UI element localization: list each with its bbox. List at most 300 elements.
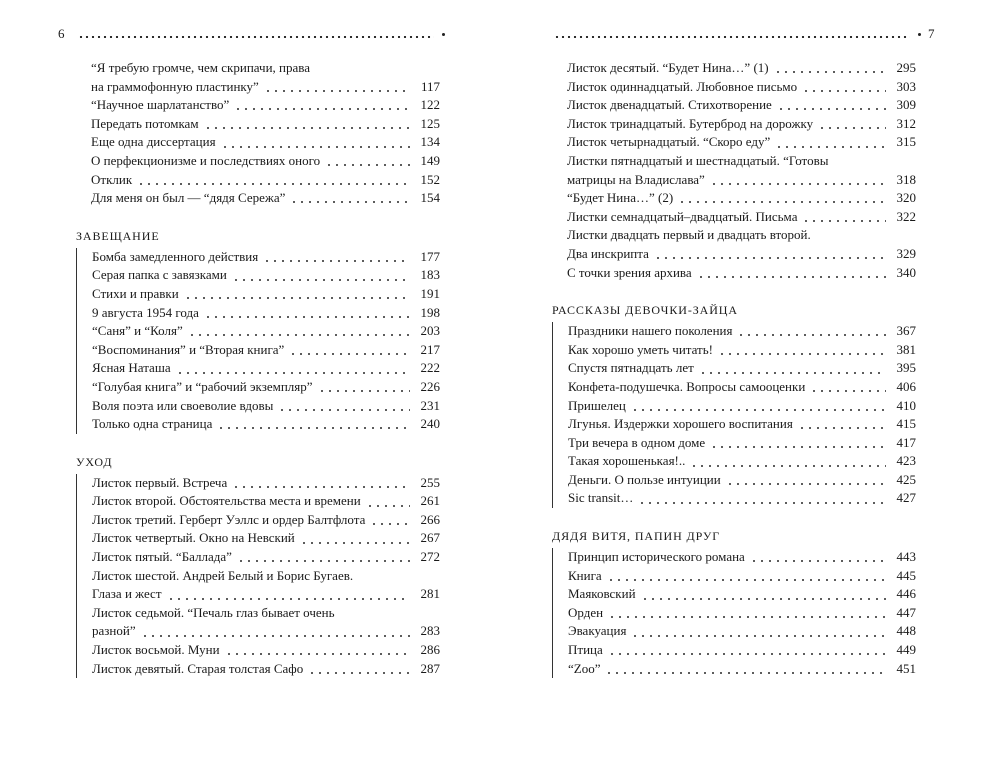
entry-title: Маяковский	[568, 586, 636, 602]
entry-title: Орден	[568, 604, 604, 620]
entry-line	[568, 452, 916, 471]
entry-title: Праздники нашего поколения	[568, 323, 733, 339]
entry-title: Бомба замедленного действия	[92, 248, 259, 264]
toc-entry	[567, 208, 916, 227]
toc-section	[76, 59, 440, 208]
dot-leader	[777, 108, 886, 110]
entry-title: Лгунья. Издержки хорошего воспитания	[568, 416, 793, 432]
entry-line	[92, 266, 440, 285]
page-ref: 451	[896, 660, 916, 676]
dot-leader	[232, 486, 410, 488]
toc-entry	[91, 189, 440, 208]
entry-title: Листок второй. Обстоятельства места и времени	[92, 493, 361, 509]
entry-title: разной”	[92, 623, 136, 639]
entry-title: “Саня” и “Коля”	[92, 323, 183, 339]
page-ref: 303	[896, 78, 916, 94]
entry-list	[552, 59, 916, 282]
dot-leader	[718, 353, 886, 355]
dot-leader	[710, 183, 886, 185]
entry-title: Листок восьмой. Муни	[92, 642, 220, 658]
page-ref: 287	[420, 660, 440, 676]
dot-leader	[237, 560, 410, 562]
right-page	[500, 0, 1000, 771]
toc-entry	[567, 264, 916, 283]
entry-title: “Научное шарлатанство”	[91, 97, 230, 113]
toc-entry	[92, 604, 440, 641]
toc-entry	[91, 115, 440, 134]
entry-line	[91, 96, 440, 115]
toc-entry	[92, 492, 440, 511]
entry-line	[92, 511, 440, 530]
dot-leader	[608, 653, 886, 655]
toc-entry	[92, 548, 440, 567]
section-title: РАССКАЗЫ ДЕВОЧКИ-ЗАЙЦА	[552, 303, 738, 318]
toc-entry	[91, 152, 440, 171]
dot-leader	[370, 523, 410, 525]
toc-entry	[568, 322, 916, 341]
header-bullet	[442, 33, 445, 36]
entry-line	[568, 397, 916, 416]
page-ref: 266	[420, 511, 440, 527]
dot-leader	[308, 672, 410, 674]
page-ref: 410	[896, 397, 916, 413]
entry-line	[568, 489, 916, 508]
page-ref: 117	[420, 78, 440, 94]
page-ref: 425	[896, 471, 916, 487]
entry-title: “Голубая книга” и “рабочий экземпляр”	[92, 378, 313, 394]
page-ref: 231	[420, 397, 440, 413]
page-ref: 446	[896, 586, 916, 602]
entry-line	[568, 322, 916, 341]
header-dotted-rule	[554, 36, 910, 38]
entry-title: Три вечера в одном доме	[568, 434, 706, 450]
entry-line	[91, 133, 440, 152]
dot-leader	[204, 127, 410, 129]
page-ref: 183	[420, 267, 440, 283]
toc-entry	[91, 171, 440, 190]
section-title: ДЯДЯ ВИТЯ, ПАПИН ДРУГ	[552, 529, 721, 544]
entry-line	[567, 208, 916, 227]
entry-line	[567, 171, 916, 190]
entry-line	[91, 115, 440, 134]
entry-title: Глаза и жест	[92, 586, 162, 602]
entry-line	[568, 604, 916, 623]
page-ref: 415	[896, 416, 916, 432]
page-ref: 367	[896, 323, 916, 339]
entry-title: Два инскрипта	[567, 245, 649, 261]
dot-leader	[607, 579, 886, 581]
entry-line	[92, 415, 440, 434]
header-bullet	[918, 33, 921, 36]
page-ref: 154	[420, 190, 440, 206]
entry-line	[92, 548, 440, 567]
dot-leader	[737, 334, 886, 336]
toc-entry	[567, 133, 916, 152]
page-ref: 152	[420, 171, 440, 187]
entry-line	[92, 322, 440, 341]
entry-line	[92, 585, 440, 604]
page-number: 6	[58, 26, 65, 41]
page-ref: 395	[896, 360, 916, 376]
toc-entry	[92, 341, 440, 360]
page-ref: 443	[896, 549, 916, 565]
entry-title: “Я требую громче, чем скрипачи, права	[91, 60, 310, 75]
page-ref: 417	[896, 434, 916, 450]
page-number: 7	[928, 26, 935, 41]
entry-title: 9 августа 1954 года	[92, 304, 199, 320]
entry-line	[92, 567, 440, 586]
toc-entry	[568, 378, 916, 397]
dot-leader	[325, 164, 410, 166]
dot-leader	[234, 108, 410, 110]
page-ref: 406	[896, 378, 916, 394]
entry-title: Листок девятый. Старая толстая Сафо	[92, 660, 304, 676]
entry-line	[568, 567, 916, 586]
dot-leader	[366, 505, 410, 507]
dot-leader	[710, 446, 886, 448]
entry-line	[568, 378, 916, 397]
entry-title: Книга	[568, 567, 602, 583]
entry-line	[568, 585, 916, 604]
entry-title: матрицы на Владислава”	[567, 171, 705, 187]
dot-leader	[605, 672, 886, 674]
entry-title: Листок первый. Встреча	[92, 474, 228, 490]
page-ref: 222	[420, 360, 440, 376]
toc-entry	[568, 397, 916, 416]
toc-entry	[567, 152, 916, 189]
dot-leader	[802, 220, 886, 222]
entry-list	[76, 248, 440, 434]
entry-line	[92, 378, 440, 397]
entry-line	[92, 529, 440, 548]
dot-leader	[188, 334, 410, 336]
page-ref: 423	[896, 453, 916, 469]
entry-title: Листок одиннадцатый. Любовное письмо	[567, 78, 798, 94]
dot-leader	[699, 372, 886, 374]
entry-line	[91, 152, 440, 171]
page-ref: 261	[420, 493, 440, 509]
entry-title: Деньги. О пользе интуиции	[568, 471, 721, 487]
entry-title: О перфекционизме и последствиях оного	[91, 152, 321, 168]
page-ref: 448	[896, 623, 916, 639]
entry-line	[92, 359, 440, 378]
entry-line	[91, 59, 440, 78]
entry-title: Листки двадцать первый и двадцать второй.	[567, 227, 811, 243]
entry-line	[568, 359, 916, 378]
dot-leader	[278, 409, 410, 411]
entry-title: Листок десятый. “Будет Нина…” (1)	[567, 60, 769, 75]
toc-entry	[568, 548, 916, 567]
entry-title: Листок третий. Герберт Уэллс и ордер Балтфлота	[92, 511, 366, 527]
entry-title: Листок шестой. Андрей Белый и Борис Бугаев.	[92, 567, 354, 583]
toc-entry	[568, 471, 916, 490]
dot-leader	[631, 635, 886, 637]
dot-leader	[263, 260, 410, 262]
toc-section	[76, 453, 440, 679]
toc-section	[76, 227, 440, 434]
dot-leader	[318, 390, 410, 392]
entry-line	[92, 304, 440, 323]
entry-line	[568, 415, 916, 434]
toc-entry	[568, 660, 916, 679]
dot-leader	[726, 483, 886, 485]
entry-title: “Zoo”	[568, 660, 601, 676]
dot-leader	[641, 598, 886, 600]
entry-line	[567, 226, 916, 245]
dot-leader	[774, 71, 886, 73]
entry-title: Как хорошо уметь читать!	[568, 341, 713, 357]
dot-leader	[775, 146, 886, 148]
entry-line	[92, 341, 440, 360]
page-ref: 286	[420, 642, 440, 658]
toc-entry	[92, 567, 440, 604]
page-ref: 447	[896, 604, 916, 620]
table-of-contents	[76, 59, 440, 678]
toc-entry	[568, 585, 916, 604]
toc-entry	[92, 397, 440, 416]
toc-entry	[92, 641, 440, 660]
dot-leader	[300, 542, 410, 544]
entry-line	[568, 622, 916, 641]
toc-entry	[91, 133, 440, 152]
dot-leader	[690, 465, 886, 467]
entry-line	[568, 548, 916, 567]
entry-line	[91, 171, 440, 190]
page-ref: 226	[420, 378, 440, 394]
header-dotted-rule	[78, 36, 434, 38]
toc-entry	[92, 322, 440, 341]
page-ref: 427	[896, 490, 916, 506]
entry-list	[76, 474, 440, 679]
entry-line	[92, 397, 440, 416]
toc-entry	[567, 115, 916, 134]
page-ref: 217	[420, 341, 440, 357]
toc-entry	[568, 415, 916, 434]
entry-line	[92, 622, 440, 641]
entry-line	[91, 78, 440, 97]
toc-entry	[91, 96, 440, 115]
dot-leader	[137, 183, 410, 185]
toc-entry	[567, 189, 916, 208]
entry-line	[568, 341, 916, 360]
page-ref: 309	[896, 97, 916, 113]
entry-line	[568, 434, 916, 453]
entry-title: Эвакуация	[568, 623, 627, 639]
entry-list	[76, 59, 440, 208]
page-ref: 449	[896, 642, 916, 658]
section-title: ЗАВЕЩАНИЕ	[76, 228, 160, 243]
entry-title: Принцип исторического романа	[568, 549, 745, 565]
entry-line	[567, 78, 916, 97]
dot-leader	[141, 635, 410, 637]
entry-list	[552, 548, 916, 678]
dot-leader	[818, 127, 886, 129]
dot-leader	[232, 279, 410, 281]
entry-title: Отклик	[91, 171, 133, 187]
toc-entry	[91, 59, 440, 96]
entry-list	[552, 322, 916, 508]
entry-line	[92, 474, 440, 493]
entry-line	[92, 285, 440, 304]
entry-line	[567, 96, 916, 115]
page-ref: 322	[896, 208, 916, 224]
page-ref: 281	[420, 586, 440, 602]
entry-title: Пришелец	[568, 397, 626, 413]
dot-leader	[290, 201, 410, 203]
page-ref: 125	[420, 115, 440, 131]
page-ref: 295	[896, 60, 916, 75]
toc-entry	[92, 266, 440, 285]
toc-entry	[568, 567, 916, 586]
entry-title: Стихи и правки	[92, 285, 179, 301]
entry-line	[92, 641, 440, 660]
entry-title: Листок пятый. “Баллада”	[92, 549, 232, 565]
entry-line	[568, 471, 916, 490]
entry-line	[92, 492, 440, 511]
entry-title: Такая хорошенькая!..	[568, 453, 686, 469]
entry-title: Листки семнадцатый–двадцатый. Письма	[567, 208, 798, 224]
dot-leader	[798, 427, 886, 429]
entry-title: Листок двенадцатый. Стихотворение	[567, 97, 772, 113]
entry-title: Передать потомкам	[91, 115, 199, 131]
page-ref: 315	[896, 134, 916, 150]
entry-title: “Будет Нина…” (2)	[567, 190, 674, 206]
entry-title: Для меня он был — “дядя Сережа”	[91, 190, 286, 206]
page-ref: 134	[420, 134, 440, 150]
table-of-contents	[552, 59, 916, 678]
page-ref: 191	[420, 285, 440, 301]
entry-line	[567, 245, 916, 264]
dot-leader	[264, 90, 410, 92]
entry-line	[92, 660, 440, 679]
toc-entry	[567, 96, 916, 115]
toc-section	[552, 301, 916, 508]
dot-leader	[750, 560, 886, 562]
page-ref: 122	[420, 97, 440, 113]
page-ref: 329	[896, 245, 916, 261]
toc-entry	[92, 359, 440, 378]
entry-line	[92, 604, 440, 623]
toc-section	[552, 527, 916, 678]
dot-leader	[204, 316, 410, 318]
page-ref: 381	[896, 341, 916, 357]
toc-entry	[568, 604, 916, 623]
entry-title: “Воспоминания” и “Вторая книга”	[92, 341, 285, 357]
dot-leader	[225, 653, 410, 655]
dot-leader	[167, 598, 410, 600]
toc-entry	[92, 378, 440, 397]
entry-title: Воля поэта или своеволие вдовы	[92, 397, 274, 413]
page-ref: 312	[896, 115, 916, 131]
page-ref: 267	[420, 530, 440, 546]
entry-title: Ясная Наташа	[92, 360, 171, 376]
entry-title: Еще одна диссертация	[91, 134, 216, 150]
dot-leader	[810, 390, 886, 392]
dot-leader	[221, 146, 410, 148]
entry-title: Птица	[568, 642, 603, 658]
page-ref: 177	[420, 248, 440, 264]
dot-leader	[217, 427, 410, 429]
dot-leader	[678, 201, 886, 203]
page-ref: 272	[420, 549, 440, 565]
entry-title: Листок четвертый. Окно на Невский	[92, 530, 295, 546]
entry-line	[567, 189, 916, 208]
entry-line	[567, 115, 916, 134]
entry-line	[567, 133, 916, 152]
toc-entry	[92, 285, 440, 304]
entry-title: на граммофонную пластинку”	[91, 78, 259, 94]
dot-leader	[638, 502, 886, 504]
entry-title: Sic transit…	[568, 490, 634, 506]
entry-line	[92, 248, 440, 267]
entry-title: Серая папка с завязками	[92, 267, 227, 283]
toc-entry	[92, 529, 440, 548]
dot-leader	[697, 276, 886, 278]
page-ref: 149	[420, 152, 440, 168]
toc-entry	[568, 489, 916, 508]
entry-line	[567, 152, 916, 171]
entry-title: Листок тринадцатый. Бутерброд на дорожку	[567, 115, 814, 131]
dot-leader	[289, 353, 410, 355]
page-ref: 445	[896, 567, 916, 583]
page-ref: 320	[896, 190, 916, 206]
entry-line	[568, 641, 916, 660]
toc-entry	[567, 59, 916, 78]
toc-entry	[92, 248, 440, 267]
page-ref: 340	[896, 264, 916, 280]
entry-title: С точки зрения архива	[567, 264, 692, 280]
entry-title: Листок седьмой. “Печаль глаз бывает очень	[92, 604, 335, 620]
entry-title: Только одна страница	[92, 416, 213, 432]
dot-leader	[608, 616, 886, 618]
toc-entry	[568, 641, 916, 660]
toc-entry	[92, 304, 440, 323]
page-ref: 255	[420, 474, 440, 490]
toc-entry	[92, 474, 440, 493]
dot-leader	[631, 409, 886, 411]
dot-leader	[184, 297, 410, 299]
entry-line	[567, 264, 916, 283]
page-ref: 198	[420, 304, 440, 320]
page-ref: 240	[420, 416, 440, 432]
toc-entry	[92, 511, 440, 530]
entry-line	[567, 59, 916, 78]
entry-title: Конфета-подушечка. Вопросы самооценки	[568, 378, 806, 394]
entry-line	[568, 660, 916, 679]
dot-leader	[654, 257, 886, 259]
toc-entry	[568, 452, 916, 471]
entry-line	[91, 189, 440, 208]
page-ref: 318	[896, 171, 916, 187]
dot-leader	[176, 372, 410, 374]
page-ref: 283	[420, 623, 440, 639]
section-title: УХОД	[76, 454, 113, 469]
toc-entry	[568, 434, 916, 453]
toc-entry	[568, 341, 916, 360]
dot-leader	[802, 90, 886, 92]
toc-section	[552, 59, 916, 282]
toc-entry	[92, 415, 440, 434]
toc-entry	[567, 78, 916, 97]
toc-entry	[568, 622, 916, 641]
toc-entry	[567, 226, 916, 263]
toc-entry	[92, 660, 440, 679]
entry-title: Спустя пятнадцать лет	[568, 360, 694, 376]
entry-title: Листок четырнадцатый. “Скоро еду”	[567, 134, 771, 150]
page-ref: 203	[420, 323, 440, 339]
entry-title: Листки пятнадцатый и шестнадцатый. “Готовы	[567, 152, 829, 168]
toc-entry	[568, 359, 916, 378]
